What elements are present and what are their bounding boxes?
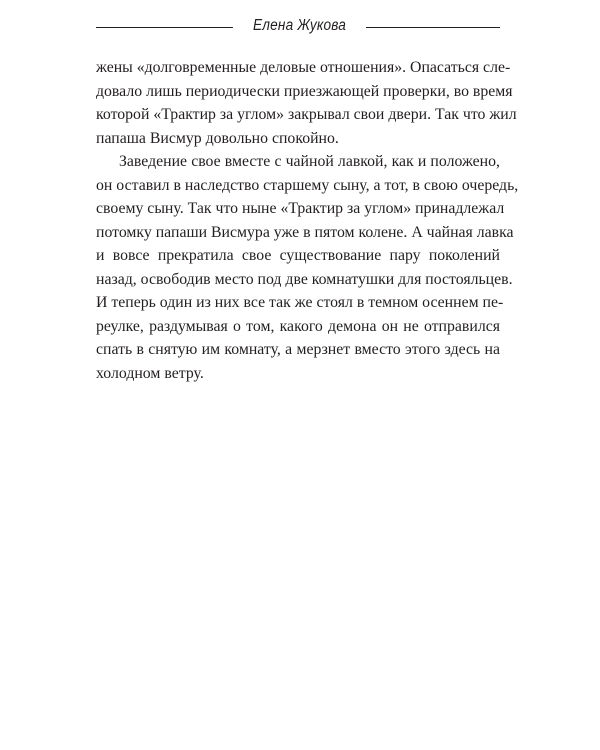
- text-line: назад, освободив место под две комнатушки для постояльцев.: [96, 270, 513, 288]
- text-line: спать в снятую им комнату, а мерзнет вместо этого здесь на: [96, 341, 500, 358]
- text-line: И теперь один из них все так же стоял в темном осеннем пе-: [96, 294, 504, 311]
- body-text: [96, 56, 519, 385]
- text-line: потомку папаши Висмура уже в пятом колене. А чайная лавка: [96, 223, 514, 241]
- author-name: Елена Жукова: [253, 17, 346, 34]
- text-line: папаша Висмур довольно спокойно.: [96, 129, 339, 147]
- text-line: довало лишь периодически приезжающей проверки, во время: [96, 82, 513, 100]
- paragraph-2: [96, 150, 519, 385]
- text-line: своему сыну. Так что ныне «Трактир за углом» принадлежал: [96, 200, 505, 217]
- paragraph-1: [96, 56, 517, 150]
- text-line: и вовсе прекратила свое существование пару поколений: [96, 247, 500, 264]
- text-line: он оставил в наследство старшему сыну, а тот, в свою очередь,: [96, 176, 519, 194]
- text-line: которой «Трактир за углом» закрывал свои двери. Так что жил: [96, 106, 517, 123]
- running-header: [96, 14, 500, 42]
- text-line: жены «долговременные деловые отношения». Опасаться сле-: [96, 59, 511, 76]
- text-line: реулке, раздумывая о том, какого демона он не отправился: [96, 317, 500, 335]
- text-line: Заведение свое вместе с чайной лавкой, как и положено,: [119, 153, 500, 170]
- text-line: холодном ветру.: [96, 364, 204, 382]
- header-rule-left: [96, 27, 233, 28]
- header-rule-right: [366, 27, 500, 28]
